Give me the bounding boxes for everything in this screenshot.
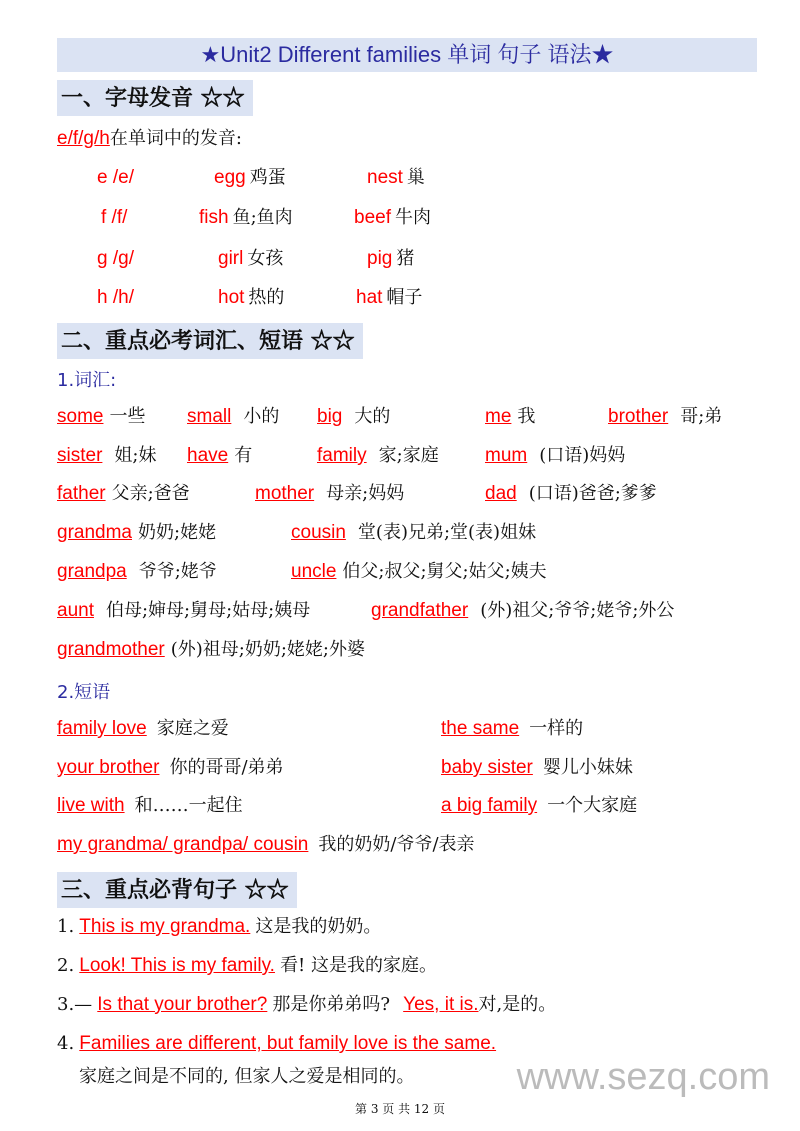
english-term: h /h/ (97, 287, 134, 308)
chinese-meaning: 猪 (396, 248, 415, 269)
chinese-meaning: 家;家庭 (378, 445, 439, 466)
intro-letters: e/f/g/h (57, 128, 110, 149)
english-term: some (57, 406, 104, 427)
chinese-meaning: 这是我的奶奶。 (255, 916, 382, 937)
english-term: grandpa (57, 561, 127, 582)
vocab-item (57, 407, 145, 426)
sentence-number: 2. (57, 955, 75, 976)
phonics-item (199, 208, 293, 227)
english-term: family (317, 445, 367, 466)
english-term: have (187, 445, 229, 466)
chinese-meaning: 那是你弟弟吗? (272, 994, 391, 1015)
chinese-meaning: 有 (234, 445, 253, 466)
english-term: me (485, 406, 512, 427)
english-term: nest (367, 167, 403, 188)
chinese-meaning: 哥;弟 (680, 406, 723, 427)
chinese-meaning: 婴儿小妹妹 (542, 757, 633, 778)
chinese-meaning: 鱼;鱼肉 (232, 207, 293, 228)
chinese-meaning: (口语)妈妈 (539, 445, 626, 466)
pronunciation-intro (57, 129, 242, 148)
phonics-item (354, 208, 431, 227)
english-term: g /g/ (97, 248, 134, 269)
chinese-meaning: 伯母;婶母;舅母;姑母;姨母 (105, 600, 311, 621)
vocab-item (187, 446, 252, 465)
english-term: fish (199, 207, 229, 228)
vocab-item (57, 446, 156, 465)
chinese-meaning: 帽子 (386, 287, 423, 308)
english-term: my grandma/ grandpa/ cousin (57, 834, 309, 855)
chinese-meaning: 和……一起住 (134, 795, 243, 816)
phrase-item (57, 796, 243, 815)
chinese-meaning: (外)祖父;爷爷;姥爷;外公 (480, 600, 675, 621)
english-term: e /e/ (97, 167, 134, 188)
chinese-meaning: 我的奶奶/爷爷/表亲 (318, 834, 475, 855)
chinese-meaning: 一些 (109, 406, 146, 427)
english-term: mum (485, 445, 528, 466)
sentence-number: 4. (57, 1033, 75, 1054)
phonics-item (97, 288, 138, 307)
phonics-item (367, 249, 414, 268)
vocab-item (57, 640, 365, 659)
english-term: live with (57, 795, 125, 816)
phrase-item (57, 835, 475, 854)
chinese-meaning: 姐;妹 (114, 445, 157, 466)
vocab-label: 1.词汇: (57, 370, 117, 391)
phonics-item (97, 249, 138, 268)
english-term: big (317, 406, 343, 427)
english-term: small (187, 406, 232, 427)
english-term: uncle (291, 561, 337, 582)
phrase-label: 2.短语 (57, 682, 111, 703)
chinese-meaning: 伯父;叔父;舅父;姑父;姨夫 (342, 561, 547, 582)
phrase-item (57, 758, 284, 777)
sentence-item (57, 995, 556, 1014)
sentence-item (57, 1033, 497, 1087)
sentence-number: 3.— (57, 994, 93, 1015)
section-heading-sentences: 三、重点必背句子 ☆☆ (57, 872, 297, 908)
sentence-number: 1. (57, 916, 75, 937)
chinese-meaning: 家庭之爱 (156, 718, 229, 739)
chinese-meaning: 女孩 (247, 248, 284, 269)
phrase-item (441, 796, 637, 815)
english-term: your brother (57, 757, 160, 778)
english-term: a big family (441, 795, 538, 816)
chinese-meaning: 大的 (354, 406, 391, 427)
page-footer: 第 3 页 共 12 页 (355, 1102, 445, 1116)
english-term: dad (485, 483, 517, 504)
english-term: the same (441, 718, 520, 739)
phonics-item (367, 168, 425, 187)
sentence-item (57, 956, 437, 975)
vocab-item (57, 523, 216, 542)
vocab-item (317, 407, 390, 426)
english-term: pig (367, 248, 393, 269)
english-term: family love (57, 718, 147, 739)
phonics-item (214, 168, 286, 187)
vocab-item (57, 562, 217, 581)
vocab-item (255, 484, 404, 503)
english-term: baby sister (441, 757, 533, 778)
chinese-meaning: 牛肉 (394, 207, 431, 228)
watermark: www.sezq.com (516, 1056, 770, 1098)
english-sentence: This is my grandma. (79, 916, 251, 937)
english-term: sister (57, 445, 103, 466)
english-term: father (57, 483, 106, 504)
vocab-item (485, 446, 625, 465)
chinese-meaning: 堂(表)兄弟;堂(表)姐妹 (357, 522, 537, 543)
english-answer: Yes, it is. (403, 994, 479, 1015)
vocab-item (291, 523, 536, 542)
english-term: mother (255, 483, 315, 504)
chinese-meaning: 爷爷;姥爷 (138, 561, 217, 582)
chinese-meaning: (口语)爸爸;爹爹 (528, 483, 657, 504)
chinese-meaning: 一样的 (529, 718, 584, 739)
phonics-item (218, 249, 283, 268)
vocab-item (57, 601, 310, 620)
chinese-meaning: 看! 这是我的家庭。 (280, 955, 438, 976)
chinese-meaning: 我 (517, 406, 536, 427)
vocab-item (485, 407, 535, 426)
vocab-item (371, 601, 674, 620)
phonics-item (97, 168, 138, 187)
chinese-meaning: 鸡蛋 (249, 167, 286, 188)
chinese-meaning: 奶奶;姥姥 (138, 522, 217, 543)
page-title: ★Unit2 Different families 单词 句子 语法★ (57, 38, 757, 72)
english-sentence: Families are different, but family love is the same. (79, 1033, 497, 1054)
english-term: hat (356, 287, 383, 308)
sentence-item (57, 917, 381, 936)
english-term: beef (354, 207, 391, 228)
english-term: f /f/ (101, 207, 128, 228)
phonics-item (101, 208, 131, 227)
chinese-meaning: 家庭之间是不同的, 但家人之爱是相同的。 (79, 1066, 415, 1087)
english-sentence: Is that your brother? (97, 994, 268, 1015)
chinese-meaning: 一个大家庭 (547, 795, 638, 816)
phrase-item (57, 719, 229, 738)
vocab-item (291, 562, 547, 581)
english-term: aunt (57, 600, 94, 621)
chinese-answer: 对,是的。 (478, 994, 557, 1015)
english-term: cousin (291, 522, 346, 543)
english-term: grandmother (57, 639, 165, 660)
phrase-item (441, 758, 633, 777)
chinese-meaning: 父亲;爸爸 (111, 483, 190, 504)
chinese-meaning: 巢 (406, 167, 425, 188)
vocab-item (317, 446, 439, 465)
chinese-meaning: 你的哥哥/弟弟 (169, 757, 284, 778)
chinese-meaning: 小的 (243, 406, 280, 427)
english-term: grandfather (371, 600, 469, 621)
vocab-item (57, 484, 190, 503)
english-term: brother (608, 406, 669, 427)
section-heading-vocab: 二、重点必考词汇、短语 ☆☆ (57, 323, 363, 359)
chinese-meaning: 热的 (248, 287, 285, 308)
vocab-item (485, 484, 657, 503)
intro-text: 在单词中的发音: (109, 128, 242, 149)
vocab-item (608, 407, 722, 426)
section-heading-pronunciation: 一、字母发音 ☆☆ (57, 80, 253, 116)
phrase-item (441, 719, 583, 738)
english-term: hot (218, 287, 245, 308)
vocab-item (187, 407, 279, 426)
english-term: egg (214, 167, 246, 188)
chinese-meaning: 母亲;妈妈 (326, 483, 405, 504)
english-term: girl (218, 248, 244, 269)
phonics-item (356, 288, 422, 307)
english-sentence: Look! This is my family. (79, 955, 275, 976)
phonics-item (218, 288, 284, 307)
english-term: grandma (57, 522, 132, 543)
chinese-meaning: (外)祖母;奶奶;姥姥;外婆 (170, 639, 365, 660)
